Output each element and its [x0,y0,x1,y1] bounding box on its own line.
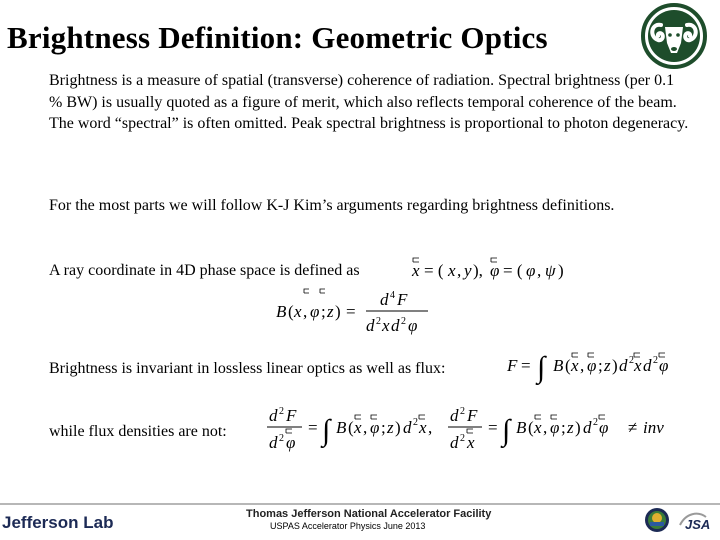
svg-text:(: ( [528,418,534,437]
svg-text:z: z [567,418,574,437]
svg-text:= (: = ( [424,261,444,280]
svg-text:∫: ∫ [502,414,511,447]
svg-text:): ) [395,418,401,437]
slide-title: Brightness Definition: Geometric Optics [7,20,548,55]
slide-footnote: USPAS Accelerator Physics June 2013 [270,521,426,531]
svg-text:φ: φ [526,261,536,280]
svg-text:≠: ≠ [628,418,638,437]
svg-text:,: , [543,418,548,437]
paragraph-brightness-invariant: Brightness is invariant in lossless linear optics as well as flux: [49,360,446,377]
svg-text:z: z [327,302,334,321]
svg-text:(: ( [348,418,354,437]
svg-text:2: 2 [593,417,598,428]
svg-text:φ: φ [408,316,418,335]
paragraph-flux-densities: while flux densities are not: [49,423,227,440]
svg-text:),: ), [473,261,483,280]
svg-text:=: = [488,418,498,437]
svg-text:2: 2 [401,316,406,327]
svg-text:;: ; [598,356,603,375]
flux-density-equation [266,402,706,454]
svg-text:z: z [604,356,611,375]
svg-text:φ: φ [370,418,380,437]
svg-text:x: x [382,316,390,335]
svg-text:): ) [558,261,564,280]
facility-name: Thomas Jefferson National Accelerator Facility [246,508,492,520]
paragraph-kim-arguments: For the most parts we will follow K-J Kim’s arguments regarding brightness definitions. [49,197,615,214]
svg-text:2: 2 [279,406,284,417]
svg-text:d: d [391,316,400,335]
jsa-logo-text: JSA [685,517,711,532]
svg-text:,: , [457,261,462,280]
svg-text:;: ; [321,302,326,321]
svg-text:B: B [276,302,287,321]
svg-text:F: F [507,356,518,375]
svg-text:2: 2 [279,433,284,444]
svg-text:=: = [308,418,318,437]
svg-text:2: 2 [460,406,465,417]
svg-text:(: ( [565,356,571,375]
ray-coordinate-equation [410,254,575,284]
svg-text:): ) [335,302,341,321]
svg-text:x: x [354,418,362,437]
svg-text:B: B [553,356,564,375]
brightness-definition-equation [276,287,436,337]
svg-text:x: x [294,302,302,321]
svg-text:B: B [336,418,347,437]
svg-text:x: x [419,418,427,437]
svg-text:(: ( [288,302,294,321]
svg-text:,: , [537,261,542,280]
svg-text:x: x [534,418,542,437]
svg-text:y: y [464,261,472,280]
svg-text:∫: ∫ [322,414,331,447]
svg-text:x: x [634,356,642,375]
svg-text:,: , [428,418,433,437]
svg-text:φ: φ [550,418,560,437]
svg-text:,: , [363,418,368,437]
svg-text:φ: φ [659,356,669,375]
svg-text:= (: = ( [503,261,523,280]
svg-text:d: d [269,433,278,452]
svg-text:): ) [575,418,581,437]
paragraph-ray-coordinate: A ray coordinate in 4D phase space is defined as [49,262,360,279]
svg-text:x: x [448,261,456,280]
svg-text:=: = [346,302,356,321]
svg-text:2: 2 [413,417,418,428]
ram-head-icon [641,3,707,69]
svg-text:F: F [467,406,478,425]
svg-text:=: = [521,356,531,375]
svg-text:φ: φ [310,302,320,321]
flux-equation [507,345,687,385]
paragraph-brightness-intro: Brightness is a measure of spatial (transverse) coherence of radiation. Spectral brightness (per 0.1 % BW) is usually quoted as a figure of merit, which also reflects temporal coherence of the beam. The word “spectral” is often omitted. Peak spectral brightness is proportional to photon degeneracy. [49,72,689,132]
svg-text:x: x [571,356,579,375]
svg-text:2: 2 [376,316,381,327]
svg-text:d: d [450,406,459,425]
svg-text:d: d [619,356,628,375]
svg-text:F: F [286,406,297,425]
svg-text:∫: ∫ [537,351,546,384]
svg-text:d: d [403,418,412,437]
svg-text:2: 2 [653,355,658,366]
svg-text:): ) [612,356,618,375]
svg-text:x: x [467,433,475,452]
svg-text:z: z [387,418,394,437]
svg-text:4: 4 [390,290,395,301]
svg-text:2: 2 [629,355,634,366]
svg-text:,: , [580,356,585,375]
svg-text:x: x [412,261,420,280]
svg-text:φ: φ [587,356,597,375]
svg-text:φ: φ [599,418,609,437]
svg-text:d: d [269,406,278,425]
svg-text:F: F [397,290,408,309]
svg-text:d: d [450,433,459,452]
svg-text:,: , [303,302,308,321]
svg-text:2: 2 [460,433,465,444]
svg-text:d: d [583,418,592,437]
svg-text:;: ; [561,418,566,437]
svg-text:B: B [516,418,527,437]
svg-text:φ: φ [286,433,296,452]
jsa-logo-icon [676,507,716,535]
svg-text:;: ; [381,418,386,437]
doe-seal-icon [644,507,670,533]
svg-text:ψ: ψ [545,261,556,280]
svg-text:d: d [643,356,652,375]
svg-text:φ: φ [490,261,500,280]
svg-text:d: d [366,316,375,335]
jefferson-lab-logo: Jefferson Lab [2,513,114,532]
svg-text:inv: inv [643,418,664,437]
svg-text:d: d [380,290,389,309]
footer-rule [0,503,720,505]
